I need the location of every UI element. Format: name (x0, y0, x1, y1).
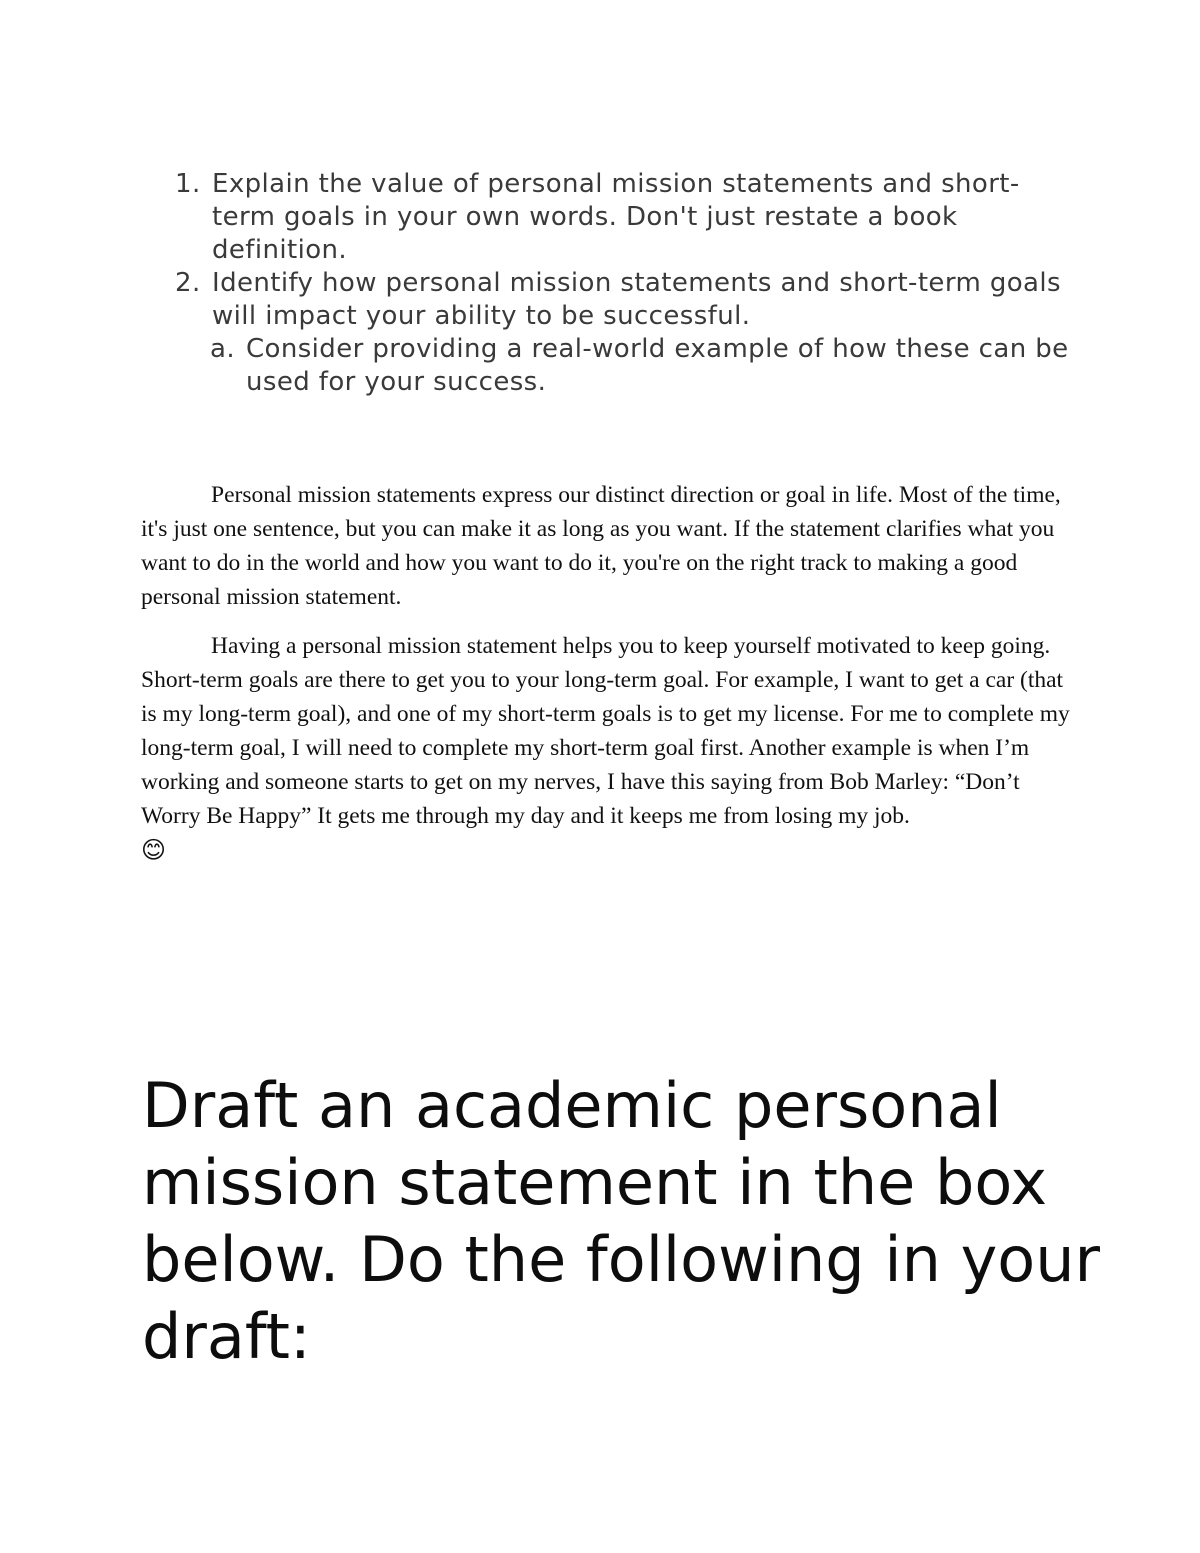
emoji-line (141, 833, 1071, 868)
paragraph-1: Personal mission statements express our distinct direction or goal in life. Most of the time, it's just one sentence, but you can make it as long as you want. If the statement clarifies what you want to do in the world and how you want to do it, you're on the right track to making a good personal mission statement. (141, 482, 1061, 610)
prompt-item-2 (175, 267, 1075, 333)
response-body (141, 478, 1071, 868)
smiley-icon: 😊 (141, 836, 167, 864)
sub-prompt-letter: a. (210, 334, 235, 364)
sub-prompt-item-a (175, 333, 1075, 399)
paragraph-2-text: Having a personal mission statement helps you to keep yourself motivated to keep going. Short-term goals are there to get you to your long-term goal. For example, I want to get a car (that is my long-term goal), and one of my short-term goals is to get my license. For me to complete my long-term goal, I will need to complete my short-term goal first. Another example is when I’m working and someone starts to get on my nerves, I have this saying from Bob Marley: “Don’t Worry Be Happy” It gets me through my day and it keeps me from losing my job. (141, 633, 1070, 829)
draft-heading: Draft an academic personal mission statement in the box below. Do the following in your draft: (142, 1069, 1101, 1373)
prompt-text-1: Explain the value of personal mission statements and short-term goals in your own words. Don't just restate a book definition. (212, 169, 1020, 265)
sub-prompt-text: Consider providing a real-world example of how these can be used for your success. (246, 334, 1069, 397)
prompt-number-1: 1. (175, 169, 201, 199)
prompt-list (175, 168, 1075, 399)
paragraph-2 (141, 629, 1071, 833)
prompt-item-1 (175, 168, 1075, 267)
prompt-text-2: Identify how personal mission statements and short-term goals will impact your ability to be successful. (212, 268, 1061, 331)
prompt-number-2: 2. (175, 268, 201, 298)
